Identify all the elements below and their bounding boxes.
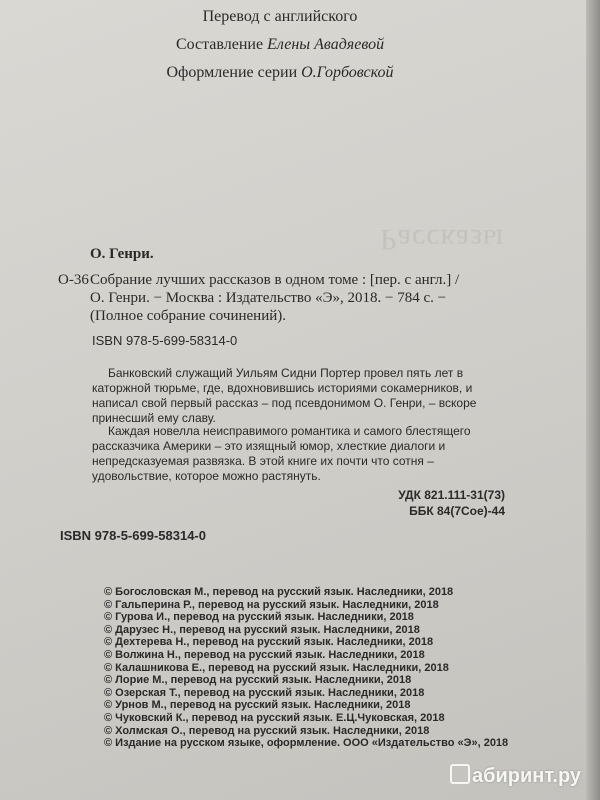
bib-line: Собрание лучших рассказов в одном томе : [пер. с англ.] / [90, 272, 460, 288]
copyright-line: © Чуковский К., перевод на русский язык. Е.Ц.Чуковская, 2018 [104, 711, 445, 724]
bib-line: О. Генри. − Москва : Издательство «Э», 2018. − 784 с. − [90, 290, 447, 306]
bib-line: (Полное собрание сочинений). [90, 308, 286, 324]
copyright-list [104, 586, 508, 750]
copyright-line: © Волжина Н., перевод на русский язык. Наследники, 2018 [104, 648, 425, 661]
copyright-line: © Дехтерева Н., перевод на русский язык. Наследники, 2018 [104, 636, 434, 649]
labirint-logo-icon [450, 764, 470, 784]
bbk-code: ББК 84(7Сое)-44 [409, 504, 505, 518]
book-spine-shadow [586, 0, 600, 800]
copyright-line: © Калашникова Е., перевод на русский язык. Наследники, 2018 [104, 661, 449, 674]
copyright-line: © Гальперина Р., перевод на русский язык. Наследники, 2018 [104, 598, 439, 611]
isbn-main: ISBN 978-5-699-58314-0 [60, 528, 206, 543]
translation-credit: Перевод с английского [202, 8, 358, 25]
author-heading: О. Генри. [90, 246, 154, 262]
copyright-line: © Урнов М., перевод на русский язык. Наследники, 2018 [104, 699, 411, 712]
abstract-paragraph: Каждая новелла неисправимого романтика и самого блестящего рассказчика Америки – это изящный юмор, хлесткие диалоги и непредсказуемая развязка. В этой книге их почти что сотня – удовольствие, которое можно растянуть. [92, 424, 471, 483]
copyright-line: © Издание на русском языке, оформление. ООО «Издательство «Э», 2018 [104, 737, 509, 750]
copyright-line: © Дарузес Н., перевод на русский язык. Наследники, 2018 [104, 623, 420, 636]
copyright-line: © Озерская Т., перевод на русский язык. Наследники, 2018 [104, 686, 425, 699]
design-credit: Оформление серии О.Горбовской [166, 64, 394, 81]
copyright-line: © Богословская М., перевод на русский язык. Наследники, 2018 [104, 586, 454, 598]
compiler-credit: Составление Елены Авадяевой [175, 36, 385, 53]
copyright-line: © Холмская О., перевод на русский язык. Наследники, 2018 [104, 724, 430, 737]
show-through-text: Рассказы [380, 223, 505, 256]
copyright-line: © Лорие М., перевод на русский язык. Наследники, 2018 [104, 674, 412, 687]
author-mark: О-36 [58, 272, 89, 288]
labirint-watermark: абиринт.ру [450, 764, 581, 788]
copyright-line: © Гурова И., перевод на русский язык. Наследники, 2018 [104, 611, 414, 624]
catalog-isbn: ISBN 978-5-699-58314-0 [92, 333, 238, 348]
udk-code: УДК 821.111-31(73) [398, 488, 505, 502]
abstract-paragraph: Банковский служащий Уильям Сидни Портер провел пять лет в каторжной тюрьме, где, вдохновившись историями сокамерников, и написал свой первый рассказ – под псевдонимом О. Генри, – вскоре принесший ему славу. [92, 366, 477, 425]
